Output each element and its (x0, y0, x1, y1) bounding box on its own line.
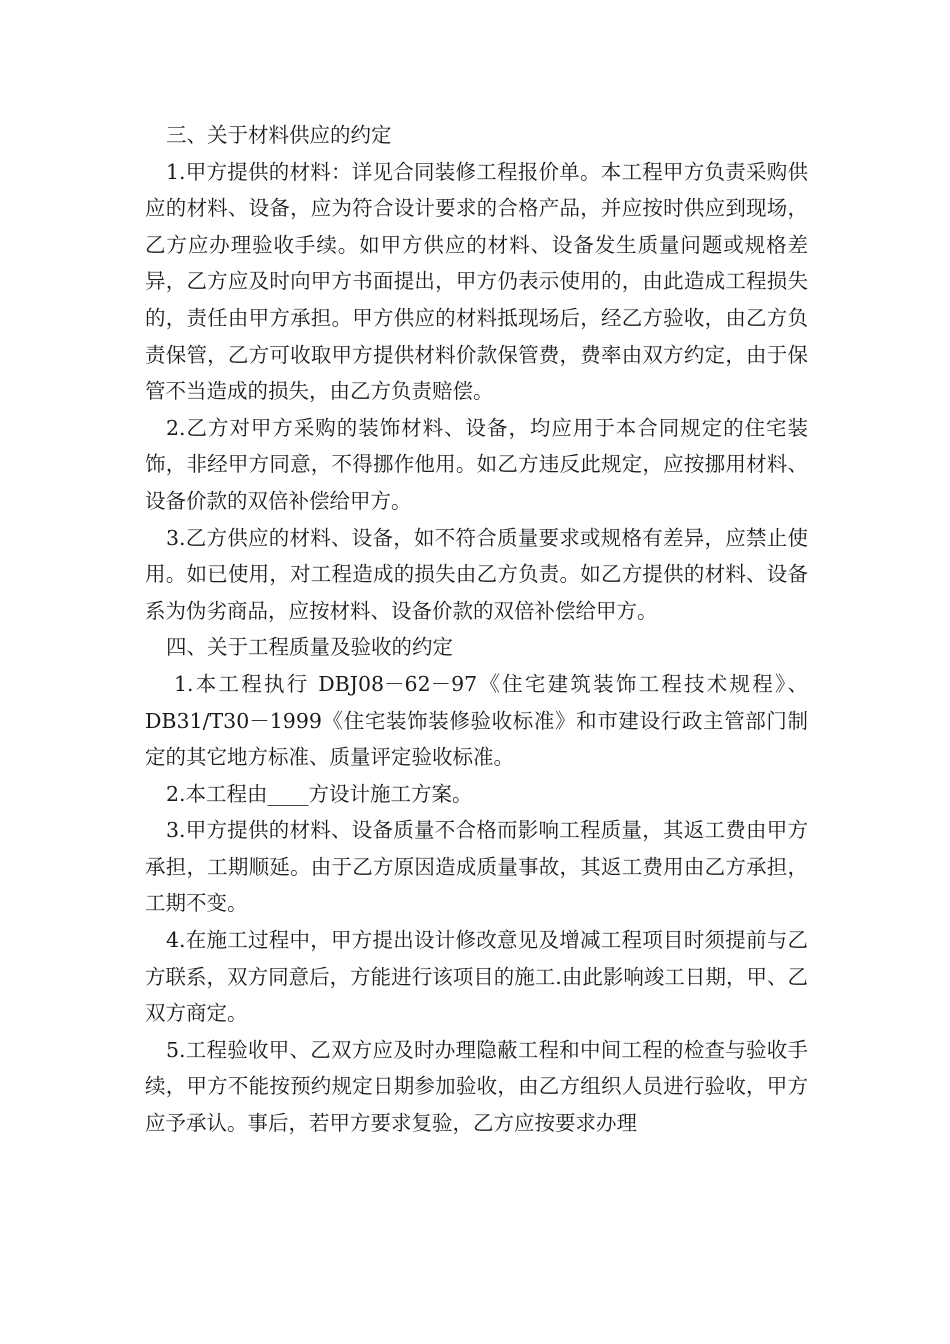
section-heading-materials: 三、关于材料供应的约定 (166, 123, 392, 147)
clause-paragraph: 3.乙方供应的材料、设备，如不符合质量要求或规格有差异，应禁止使用。如已使用，对工程造成的损失由乙方负责。如乙方提供的材料、设备系为伪劣商品，应按材料、设备价款的双倍补偿给甲方。 (145, 525, 808, 623)
clause-paragraph: 1.本工程执行 DBJ08－62－97《住宅建筑装饰工程技术规程》、DB31/T30－1999《住宅装饰装修验收标准》和市建设行政主管部门制定的其它地方标准、质量评定验收标准。 (145, 671, 808, 770)
section-heading-quality: 四、关于工程质量及验收的约定 (166, 635, 453, 660)
clause-paragraph: 3.甲方提供的材料、设备质量不合格而影响工程质量，其返工费由甲方承担，工期顺延。由于乙方原因造成质量事故，其返工费用由乙方承担，工期不变。 (145, 818, 808, 916)
clause-paragraph: 2.本工程由____方设计施工方案。 (166, 781, 473, 806)
clause-paragraph: 5.工程验收甲、乙双方应及时办理隐蔽工程和中间工程的检查与验收手续，甲方不能按预约规定日期参加验收，由乙方组织人员进行验收，甲方应予承认。事后，若甲方要求复验，乙方应按要求办理 (145, 1037, 808, 1136)
clause-paragraph: 1.甲方提供的材料：详见合同装修工程报价单。本工程甲方负责采购供应的材料、设备，应为符合设计要求的合格产品，并应按时供应到现场，乙方应办理验收手续。如甲方供应的材料、设备发生质量问题或规格差异，乙方应及时向甲方书面提出，甲方仍表示使用的，由此造成工程损失的，责任由甲方承担。甲方供应的材料抵现场后，经乙方验收，由乙方负责保管，乙方可收取甲方提供材料价款保管费，费率由双方约定，由于保管不当造成的损失，由乙方负责赔偿。 (145, 159, 808, 404)
clause-paragraph: 4.在施工过程中，甲方提出设计修改意见及增减工程项目时须提前与乙方联系，双方同意后，方能进行该项目的施工.由此影响竣工日期，甲、乙双方商定。 (145, 928, 808, 1026)
document-body (145, 117, 808, 1142)
clause-paragraph: 2.乙方对甲方采购的装饰材料、设备，均应用于本合同规定的住宅装饰，非经甲方同意，不得挪作他用。如乙方违反此规定，应按挪用材料、设备价款的双倍补偿给甲方。 (145, 415, 808, 513)
